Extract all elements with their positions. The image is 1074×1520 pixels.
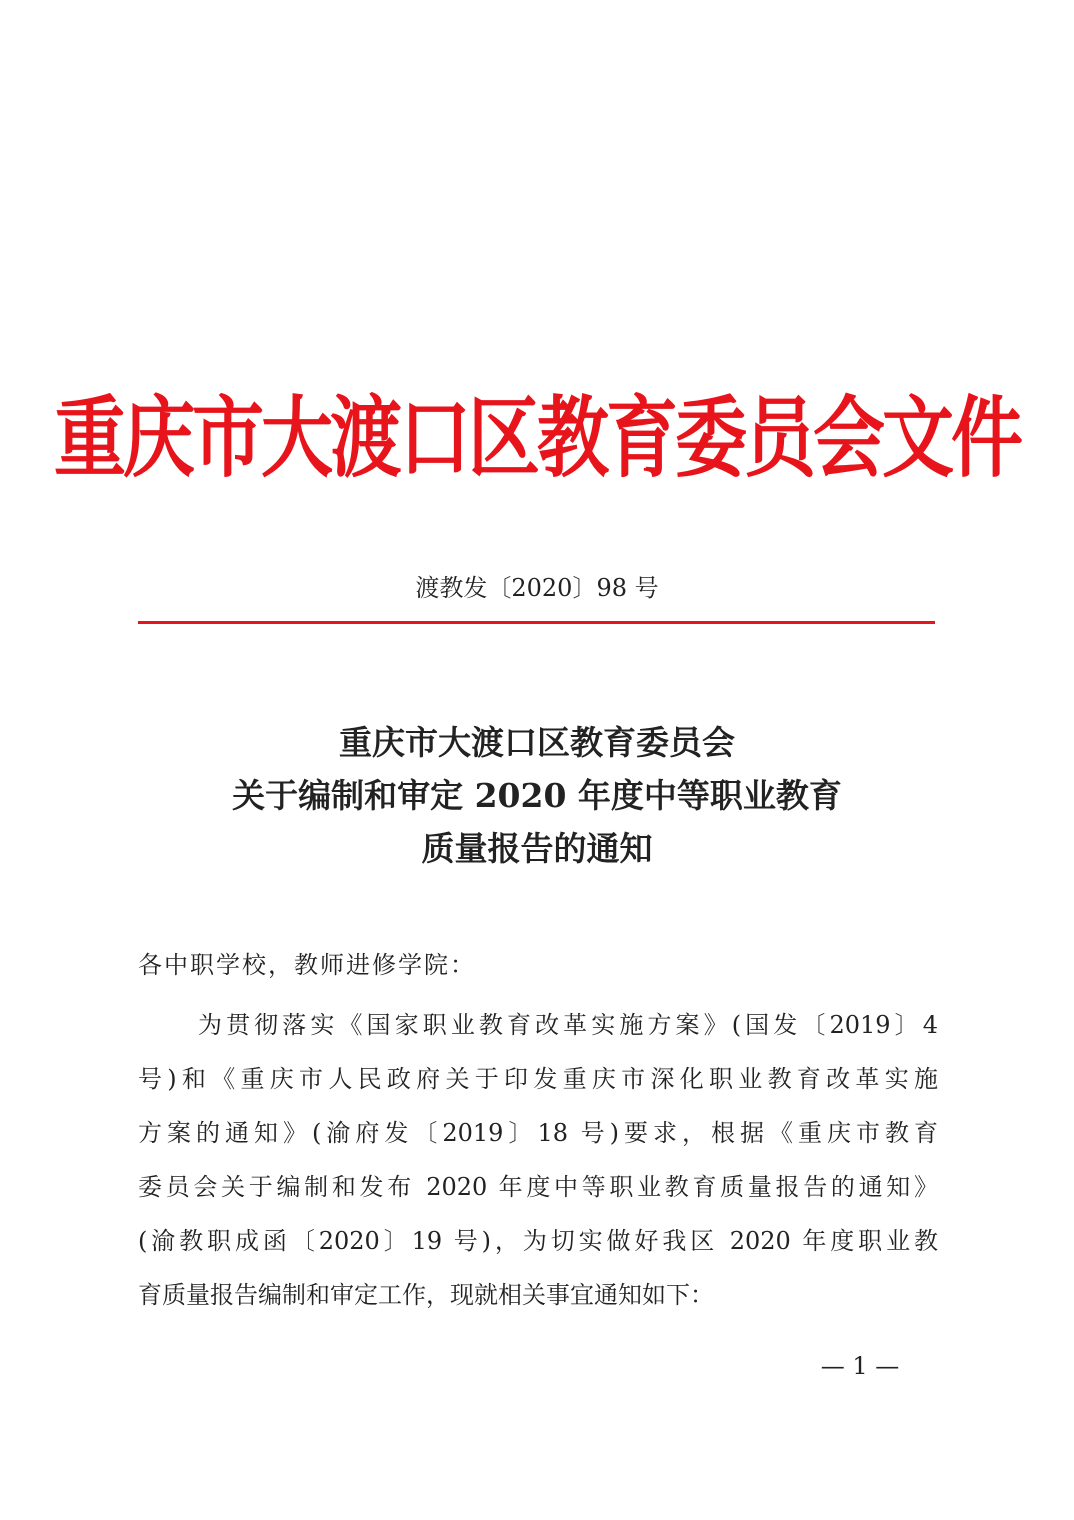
document-title (0, 716, 1074, 875)
title-line-2: 关于编制和审定 2020 年度中等职业教育 (232, 776, 842, 815)
document-masthead: 重庆市大渡口区教育委员会文件 (53, 386, 1020, 490)
paragraph-line: 委员会关于编制和发布 2020 年度中等职业教育质量报告的通知》 (138, 1173, 938, 1201)
paragraph-line: 育质量报告编制和审定工作，现就相关事宜通知如下： (138, 1281, 714, 1309)
paragraph-line: 为贯彻落实《国家职业教育改革实施方案》(国发〔2019〕4 (198, 1011, 938, 1039)
document-number: 渡教发〔2020〕98 号 (415, 574, 659, 602)
page-number: — 1 — (820, 1352, 900, 1380)
paragraph-line: (渝教职成函〔2020〕19 号)，为切实做好我区 2020 年度职业教 (138, 1227, 938, 1255)
salutation: 各中职学校，教师进修学院： (138, 951, 476, 979)
title-line-1: 重庆市大渡口区教育委员会 (339, 723, 735, 762)
body-paragraph (138, 998, 938, 1322)
red-divider-line (138, 621, 935, 624)
paragraph-line: 方案的通知》(渝府发〔2019〕18 号)要求，根据《重庆市教育 (138, 1119, 938, 1147)
title-line-3: 质量报告的通知 (421, 829, 653, 868)
paragraph-line: 号)和《重庆市人民政府关于印发重庆市深化职业教育改革实施 (138, 1065, 938, 1093)
